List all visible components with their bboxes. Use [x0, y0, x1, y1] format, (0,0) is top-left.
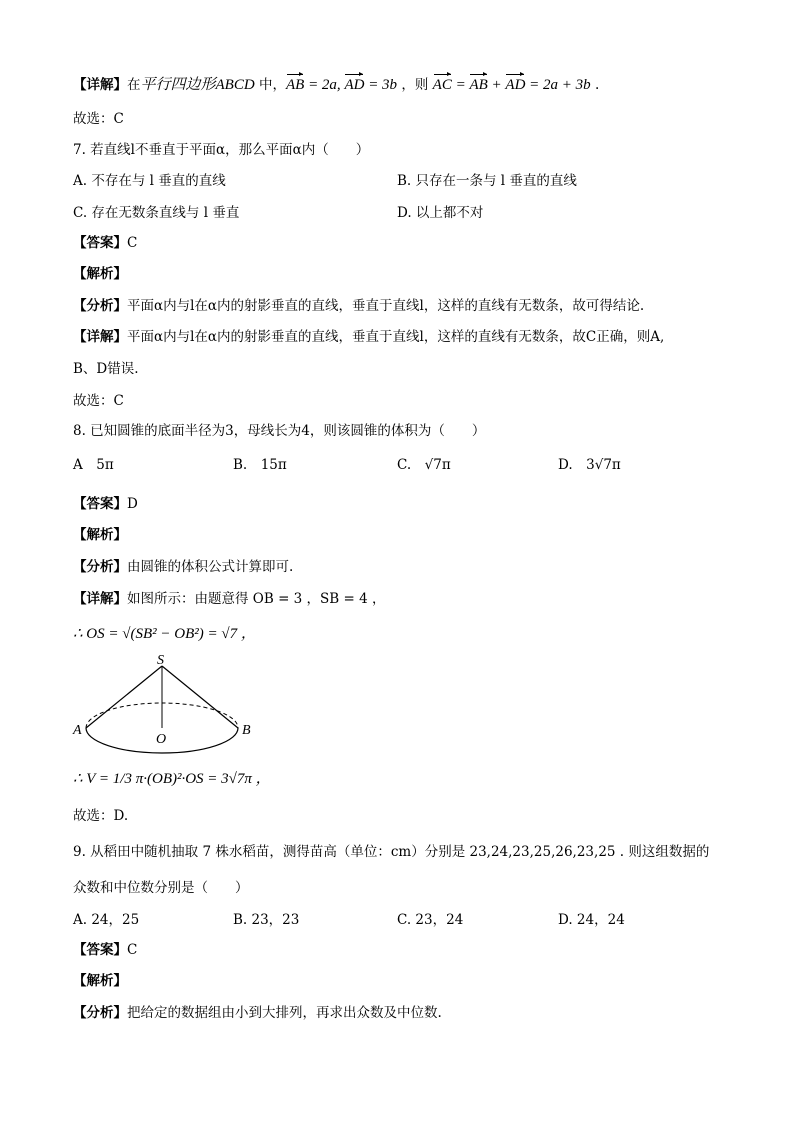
q7-analysis-tag: 【解析】	[73, 266, 127, 282]
cone-side-right	[162, 666, 238, 728]
answer-tag: 【答案】	[73, 496, 127, 512]
q8-formula-os: ∴ OS = √(SB² − OB²) = √7 ，	[73, 626, 256, 642]
q6-detail-line: 【详解】在平行四边形ABCD 中，AB = 2a, AD = 3b ，则 AC = AB + AD = 2a + 3b .	[73, 77, 600, 93]
q7-option-b: B. 只存在一条与 l 垂直的直线	[397, 173, 577, 189]
q9-stem-line2: 众数和中位数分别是（ ）	[73, 880, 249, 896]
detail-tag: 【详解】	[73, 591, 127, 607]
q9-stem-line1: 9. 从稻田中随机抽取 7 株水稻苗，测得苗高（单位：cm）分别是 23,24,23,25,26,23,25 . 则这组数据的	[73, 844, 710, 860]
q8-fenxi-text: 由圆锥的体积公式计算即可.	[127, 559, 294, 575]
q8-choice: 故选：D.	[73, 808, 129, 824]
q8-option-c: C. √7π	[397, 457, 451, 473]
label-o: O	[156, 732, 167, 747]
label-a: A	[73, 723, 82, 738]
fenxi-tag: 【分析】	[73, 559, 127, 575]
q8-formula-volume: ∴ V = 1/3 π·(OB)²·OS = 3√7π ，	[73, 771, 271, 787]
q7-option-d: D. 以上都不对	[397, 205, 484, 221]
q8-fenxi-line	[73, 558, 293, 576]
detail-tag: 【详解】	[73, 329, 127, 345]
q9-answer: C	[127, 942, 138, 958]
q8-detail-text: 如图所示：由题意得 OB = 3 ，SB = 4 ，	[127, 591, 386, 607]
label-b: B	[242, 723, 251, 738]
answer-tag: 【答案】	[73, 235, 127, 251]
q8-detail-line	[73, 590, 386, 608]
q8-answer-line	[73, 495, 138, 513]
q9-option-b: B. 23，23	[233, 912, 300, 928]
q8-stem: 8. 已知圆锥的底面半径为3，母线长为4，则该圆锥的体积为（ ）	[73, 423, 486, 439]
q7-answer: C	[127, 235, 138, 251]
q7-stem: 7. 若直线l不垂直于平面α，那么平面α内（ ）	[73, 142, 370, 158]
q9-analysis-tag: 【解析】	[73, 973, 127, 989]
cone-side-left	[86, 666, 162, 728]
detail-tag: 【详解】	[73, 77, 127, 93]
answer-tag: 【答案】	[73, 942, 127, 958]
q7-option-a: A. 不存在与 l 垂直的直线	[73, 173, 226, 189]
q9-option-c: C. 23，24	[397, 912, 464, 928]
q9-option-a: A. 24，25	[73, 912, 140, 928]
q8-option-a: A 5π	[73, 457, 114, 473]
q9-option-d: D. 24，24	[558, 912, 625, 928]
q9-answer-line	[73, 941, 137, 959]
q7-option-c: C. 存在无数条直线与 l 垂直	[73, 205, 240, 221]
q7-fenxi-text: 平面α内与l在α内的射影垂直的直线，垂直于直线l，这样的直线有无数条，故可得结论.	[127, 298, 645, 314]
q7-fenxi-line	[73, 297, 644, 315]
fenxi-tag: 【分析】	[73, 1005, 127, 1021]
q7-detail-text2: B、D错误.	[73, 361, 139, 377]
q6-choice: 故选：C	[73, 111, 124, 127]
q9-fenxi-text: 把给定的数据组由小到大排列，再求出众数及中位数.	[127, 1005, 442, 1021]
label-s: S	[157, 653, 164, 668]
q7-choice: 故选：C	[73, 393, 124, 409]
q7-detail-text: 平面α内与l在α内的射影垂直的直线，垂直于直线l，这样的直线有无数条，故C正确，则A,	[127, 329, 665, 345]
fenxi-tag: 【分析】	[73, 298, 127, 314]
q7-detail-line	[73, 328, 664, 346]
q9-fenxi-line	[73, 1004, 442, 1022]
q8-option-b: B. 15π	[233, 457, 287, 473]
cone-figure	[70, 650, 270, 760]
q8-option-d: D. 3√7π	[558, 457, 621, 473]
q7-answer-line	[73, 234, 137, 252]
q8-analysis-tag: 【解析】	[73, 527, 127, 543]
q8-answer: D	[127, 496, 138, 512]
